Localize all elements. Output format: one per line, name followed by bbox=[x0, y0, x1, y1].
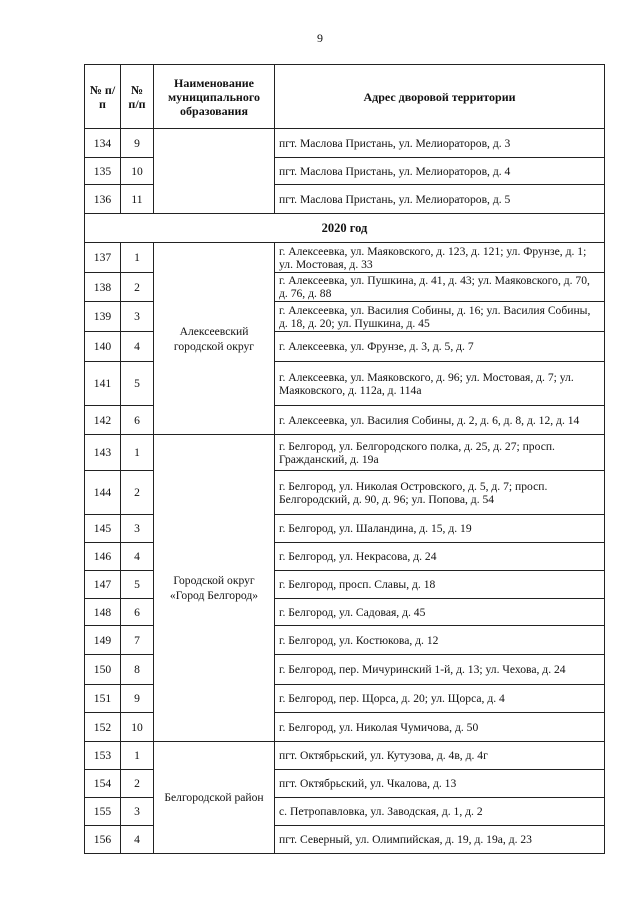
row-address: г. Белгород, ул. Садовая, д. 45 bbox=[275, 599, 605, 626]
row-sub-number: 3 bbox=[121, 302, 154, 332]
municipality-name: Городской округ «Город Белгород» bbox=[154, 435, 275, 742]
row-address: г. Белгород, ул. Николая Чумичова, д. 50 bbox=[275, 713, 605, 742]
row-number: 142 bbox=[85, 406, 121, 435]
row-address: г. Белгород, пер. Щорса, д. 20; ул. Щорса, д. 4 bbox=[275, 685, 605, 713]
row-number: 147 bbox=[85, 571, 121, 599]
row-address: пгт. Маслова Пристань, ул. Мелиораторов, д. 5 bbox=[275, 185, 605, 214]
header-address: Адрес дворовой территории bbox=[275, 65, 605, 129]
row-address: г. Белгород, ул. Костюкова, д. 12 bbox=[275, 626, 605, 655]
row-number: 135 bbox=[85, 158, 121, 185]
row-address: с. Петропавловка, ул. Заводская, д. 1, д. 2 bbox=[275, 798, 605, 826]
row-sub-number: 5 bbox=[121, 571, 154, 599]
row-sub-number: 1 bbox=[121, 435, 154, 471]
row-sub-number: 4 bbox=[121, 543, 154, 571]
header-number: № п/п bbox=[85, 65, 121, 129]
row-number: 145 bbox=[85, 515, 121, 543]
table-row bbox=[85, 742, 605, 770]
row-sub-number: 6 bbox=[121, 599, 154, 626]
row-address: г. Алексеевка, ул. Пушкина, д. 41, д. 43; ул. Маяковского, д. 70, д. 76, д. 88 bbox=[275, 273, 605, 302]
row-address: г. Алексеевка, ул. Маяковского, д. 123, д. 121; ул. Фрунзе, д. 1; ул. Мостовая, д. 33 bbox=[275, 243, 605, 273]
row-sub-number: 3 bbox=[121, 798, 154, 826]
row-number: 138 bbox=[85, 273, 121, 302]
row-number: 144 bbox=[85, 471, 121, 515]
row-number: 152 bbox=[85, 713, 121, 742]
row-sub-number: 7 bbox=[121, 626, 154, 655]
row-number: 137 bbox=[85, 243, 121, 273]
row-address: г. Белгород, ул. Шаландина, д. 15, д. 19 bbox=[275, 515, 605, 543]
row-sub-number: 9 bbox=[121, 129, 154, 158]
row-number: 149 bbox=[85, 626, 121, 655]
row-address: г. Алексеевка, ул. Василия Собины, д. 16; ул. Василия Собины, д. 18, д. 20; ул. Пушкина, д. 45 bbox=[275, 302, 605, 332]
table-header bbox=[85, 65, 605, 129]
row-number: 156 bbox=[85, 826, 121, 854]
row-address: пгт. Маслова Пристань, ул. Мелиораторов, д. 3 bbox=[275, 129, 605, 158]
header-sub-number: № п/п bbox=[121, 65, 154, 129]
row-number: 151 bbox=[85, 685, 121, 713]
row-address: пгт. Маслова Пристань, ул. Мелиораторов, д. 4 bbox=[275, 158, 605, 185]
row-number: 139 bbox=[85, 302, 121, 332]
row-sub-number: 4 bbox=[121, 826, 154, 854]
municipality-cell bbox=[154, 129, 275, 214]
row-number: 143 bbox=[85, 435, 121, 471]
row-sub-number: 9 bbox=[121, 685, 154, 713]
municipality-name: Белгородской район bbox=[154, 742, 275, 854]
row-address: пгт. Октябрьский, ул. Кутузова, д. 4в, д. 4г bbox=[275, 742, 605, 770]
row-sub-number: 4 bbox=[121, 332, 154, 362]
row-number: 154 bbox=[85, 770, 121, 798]
row-address: г. Алексеевка, ул. Маяковского, д. 96; ул. Мостовая, д. 7; ул. Маяковского, д. 112а, д. 114а bbox=[275, 362, 605, 406]
row-sub-number: 2 bbox=[121, 273, 154, 302]
municipality-name: Алексеевский городской округ bbox=[154, 243, 275, 435]
row-sub-number: 6 bbox=[121, 406, 154, 435]
table-body bbox=[85, 129, 605, 854]
row-number: 146 bbox=[85, 543, 121, 571]
row-address: пгт. Северный, ул. Олимпийская, д. 19, д. 19а, д. 23 bbox=[275, 826, 605, 854]
row-number: 153 bbox=[85, 742, 121, 770]
row-number: 150 bbox=[85, 655, 121, 685]
row-address: г. Белгород, ул. Некрасова, д. 24 bbox=[275, 543, 605, 571]
row-sub-number: 10 bbox=[121, 158, 154, 185]
header-municipality: Наименование муниципального образования bbox=[154, 65, 275, 129]
row-number: 134 bbox=[85, 129, 121, 158]
year-label: 2020 год bbox=[85, 214, 605, 243]
row-sub-number: 10 bbox=[121, 713, 154, 742]
year-row bbox=[85, 214, 605, 243]
row-sub-number: 3 bbox=[121, 515, 154, 543]
row-sub-number: 2 bbox=[121, 770, 154, 798]
row-sub-number: 5 bbox=[121, 362, 154, 406]
row-sub-number: 1 bbox=[121, 243, 154, 273]
row-address: пгт. Октябрьский, ул. Чкалова, д. 13 bbox=[275, 770, 605, 798]
row-address: г. Алексеевка, ул. Фрунзе, д. 3, д. 5, д. 7 bbox=[275, 332, 605, 362]
row-address: г. Алексеевка, ул. Василия Собины, д. 2, д. 6, д. 8, д. 12, д. 14 bbox=[275, 406, 605, 435]
row-number: 148 bbox=[85, 599, 121, 626]
row-number: 141 bbox=[85, 362, 121, 406]
row-number: 136 bbox=[85, 185, 121, 214]
row-sub-number: 8 bbox=[121, 655, 154, 685]
row-address: г. Белгород, пер. Мичуринский 1-й, д. 13; ул. Чехова, д. 24 bbox=[275, 655, 605, 685]
table-row bbox=[85, 243, 605, 273]
row-sub-number: 11 bbox=[121, 185, 154, 214]
row-address: г. Белгород, ул. Николая Островского, д. 5, д. 7; просп. Белгородский, д. 90, д. 96; ул. Попова, д. 54 bbox=[275, 471, 605, 515]
table-row bbox=[85, 435, 605, 471]
address-table bbox=[84, 64, 605, 854]
row-address: г. Белгород, просп. Славы, д. 18 bbox=[275, 571, 605, 599]
row-address: г. Белгород, ул. Белгородского полка, д. 25, д. 27; просп. Гражданский, д. 19а bbox=[275, 435, 605, 471]
row-number: 140 bbox=[85, 332, 121, 362]
row-sub-number: 1 bbox=[121, 742, 154, 770]
table-row bbox=[85, 129, 605, 158]
row-sub-number: 2 bbox=[121, 471, 154, 515]
page-number: 9 bbox=[317, 31, 323, 45]
row-number: 155 bbox=[85, 798, 121, 826]
